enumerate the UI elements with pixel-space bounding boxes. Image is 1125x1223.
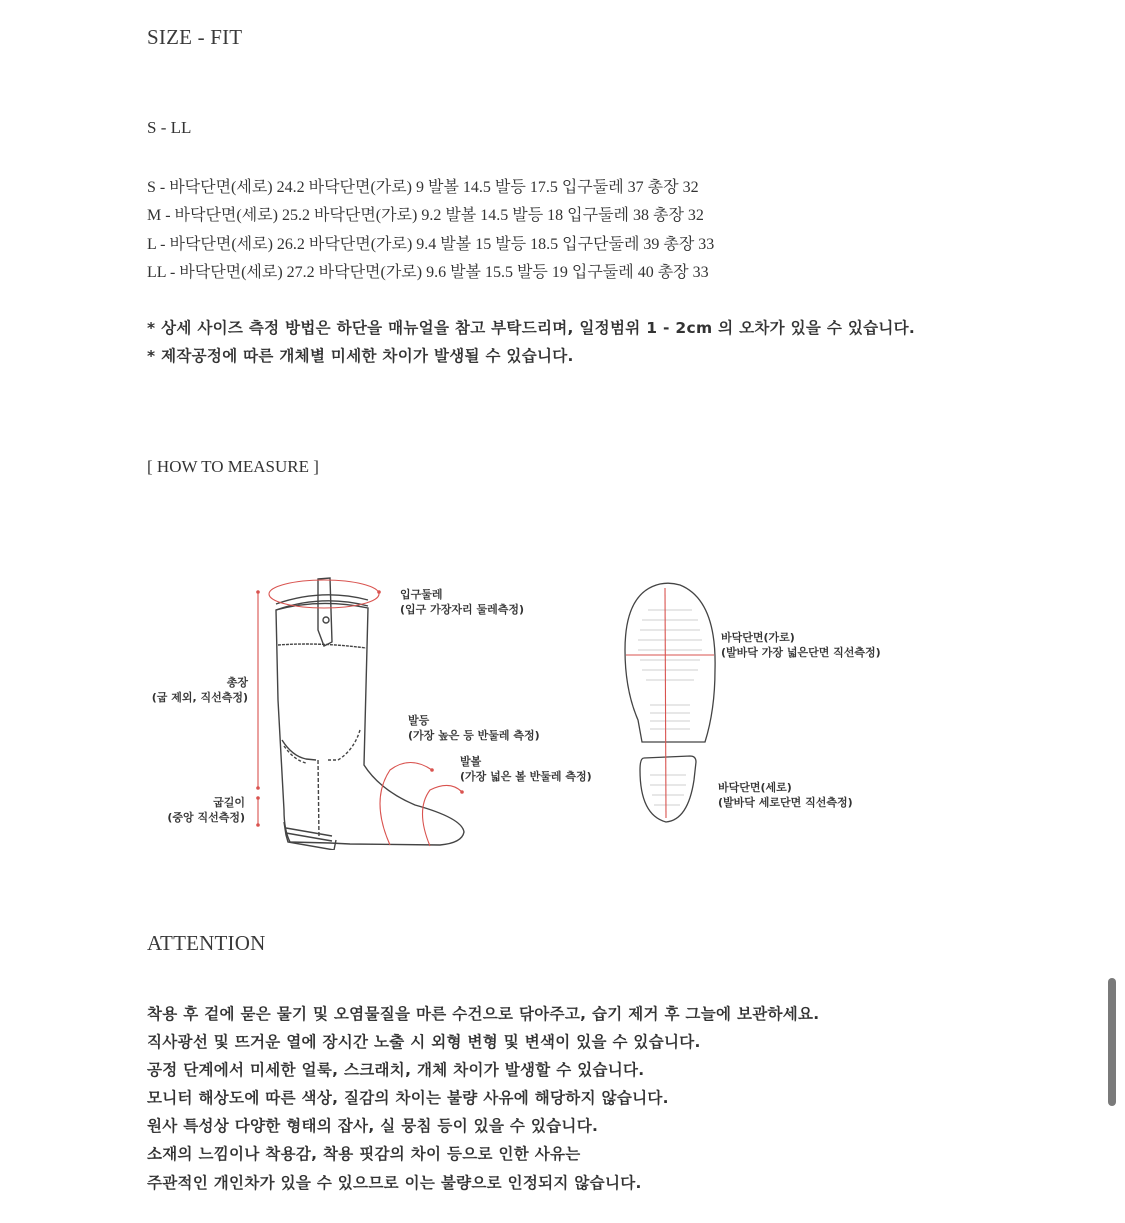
attention-line: 주관적인 개인차가 있을 수 있으므로 이는 불량으로 인정되지 않습니다. bbox=[147, 1174, 642, 1192]
label-ball-title: 발볼 bbox=[460, 755, 482, 768]
size-row-s: S - 바닥단면(세로) 24.2 바닥단면(가로) 9 발볼 14.5 발등 17.5 입구둘레 37 총장 32 bbox=[147, 179, 699, 196]
label-instep bbox=[408, 713, 540, 743]
label-instep-title: 발등 bbox=[408, 714, 430, 727]
size-fit-heading: SIZE - FIT bbox=[147, 25, 243, 49]
label-heel bbox=[140, 795, 245, 825]
size-row-m: M - 바닥단면(세로) 25.2 바닥단면(가로) 9.2 발볼 14.5 발등 18 입구둘레 38 총장 32 bbox=[147, 207, 704, 224]
label-total-desc: (굽 제외, 직선측정) bbox=[151, 691, 248, 704]
attention-heading: ATTENTION bbox=[147, 931, 266, 955]
label-total-title: 총장 bbox=[226, 676, 248, 689]
label-instep-desc: (가장 높은 등 반둘레 측정) bbox=[408, 729, 540, 742]
label-ball-desc: (가장 넓은 볼 반둘레 측정) bbox=[460, 770, 592, 783]
size-range: S - LL bbox=[147, 118, 192, 137]
size-row-l: L - 바닥단면(세로) 26.2 바닥단면(가로) 9.4 발볼 15 발등 18.5 입구단둘레 39 총장 33 bbox=[147, 236, 715, 253]
label-sole-width bbox=[721, 630, 881, 660]
label-opening-title: 입구둘레 bbox=[400, 588, 443, 601]
vertical-scrollbar[interactable] bbox=[1108, 978, 1116, 1106]
size-note-1: * 상세 사이즈 측정 방법은 하단을 매뉴얼을 참고 부탁드리며, 일정범위 1 - 2cm 의 오차가 있을 수 있습니다. bbox=[147, 319, 916, 337]
attention-line: 착용 후 겉에 묻은 물기 및 오염물질을 마른 수건으로 닦아주고, 습기 제거 후 그늘에 보관하세요. bbox=[147, 1005, 820, 1023]
sole-diagram-icon bbox=[620, 580, 720, 830]
attention-line: 원사 특성상 다양한 형태의 잡사, 실 뭉침 등이 있을 수 있습니다. bbox=[147, 1117, 599, 1135]
label-ball bbox=[460, 754, 592, 784]
attention-line: 모니터 해상도에 따른 색상, 질감의 차이는 불량 사유에 해당하지 않습니다. bbox=[147, 1089, 669, 1107]
label-heel-title: 굽길이 bbox=[213, 796, 245, 809]
label-sole-length bbox=[718, 780, 853, 810]
label-heel-desc: (중앙 직선측정) bbox=[167, 811, 245, 824]
label-sole-length-title: 바닥단면(세로) bbox=[718, 781, 792, 794]
attention-line: 직사광선 및 뜨거운 열에 장시간 노출 시 외형 변형 및 변색이 있을 수 있습니다. bbox=[147, 1033, 701, 1051]
label-opening-desc: (입구 가장자리 둘레측정) bbox=[400, 603, 524, 616]
size-note-2: * 제작공정에 따른 개체별 미세한 차이가 발생될 수 있습니다. bbox=[147, 347, 574, 365]
size-row-ll: LL - 바닥단면(세로) 27.2 바닥단면(가로) 9.6 발볼 15.5 발등 19 입구둘레 40 총장 33 bbox=[147, 264, 709, 281]
how-to-measure-heading: [ HOW TO MEASURE ] bbox=[147, 457, 319, 476]
label-sole-width-desc: (발바닥 가장 넓은단면 직선측정) bbox=[721, 646, 881, 659]
attention-line: 소재의 느낌이나 착용감, 착용 핏감의 차이 등으로 인한 사유는 bbox=[147, 1145, 581, 1163]
label-sole-width-title: 바닥단면(가로) bbox=[721, 631, 795, 644]
label-opening bbox=[400, 587, 524, 617]
label-total-length bbox=[140, 675, 248, 705]
attention-line: 공정 단계에서 미세한 얼룩, 스크래치, 개체 차이가 발생할 수 있습니다. bbox=[147, 1061, 645, 1079]
label-sole-length-desc: (발바닥 세로단면 직선측정) bbox=[718, 796, 853, 809]
